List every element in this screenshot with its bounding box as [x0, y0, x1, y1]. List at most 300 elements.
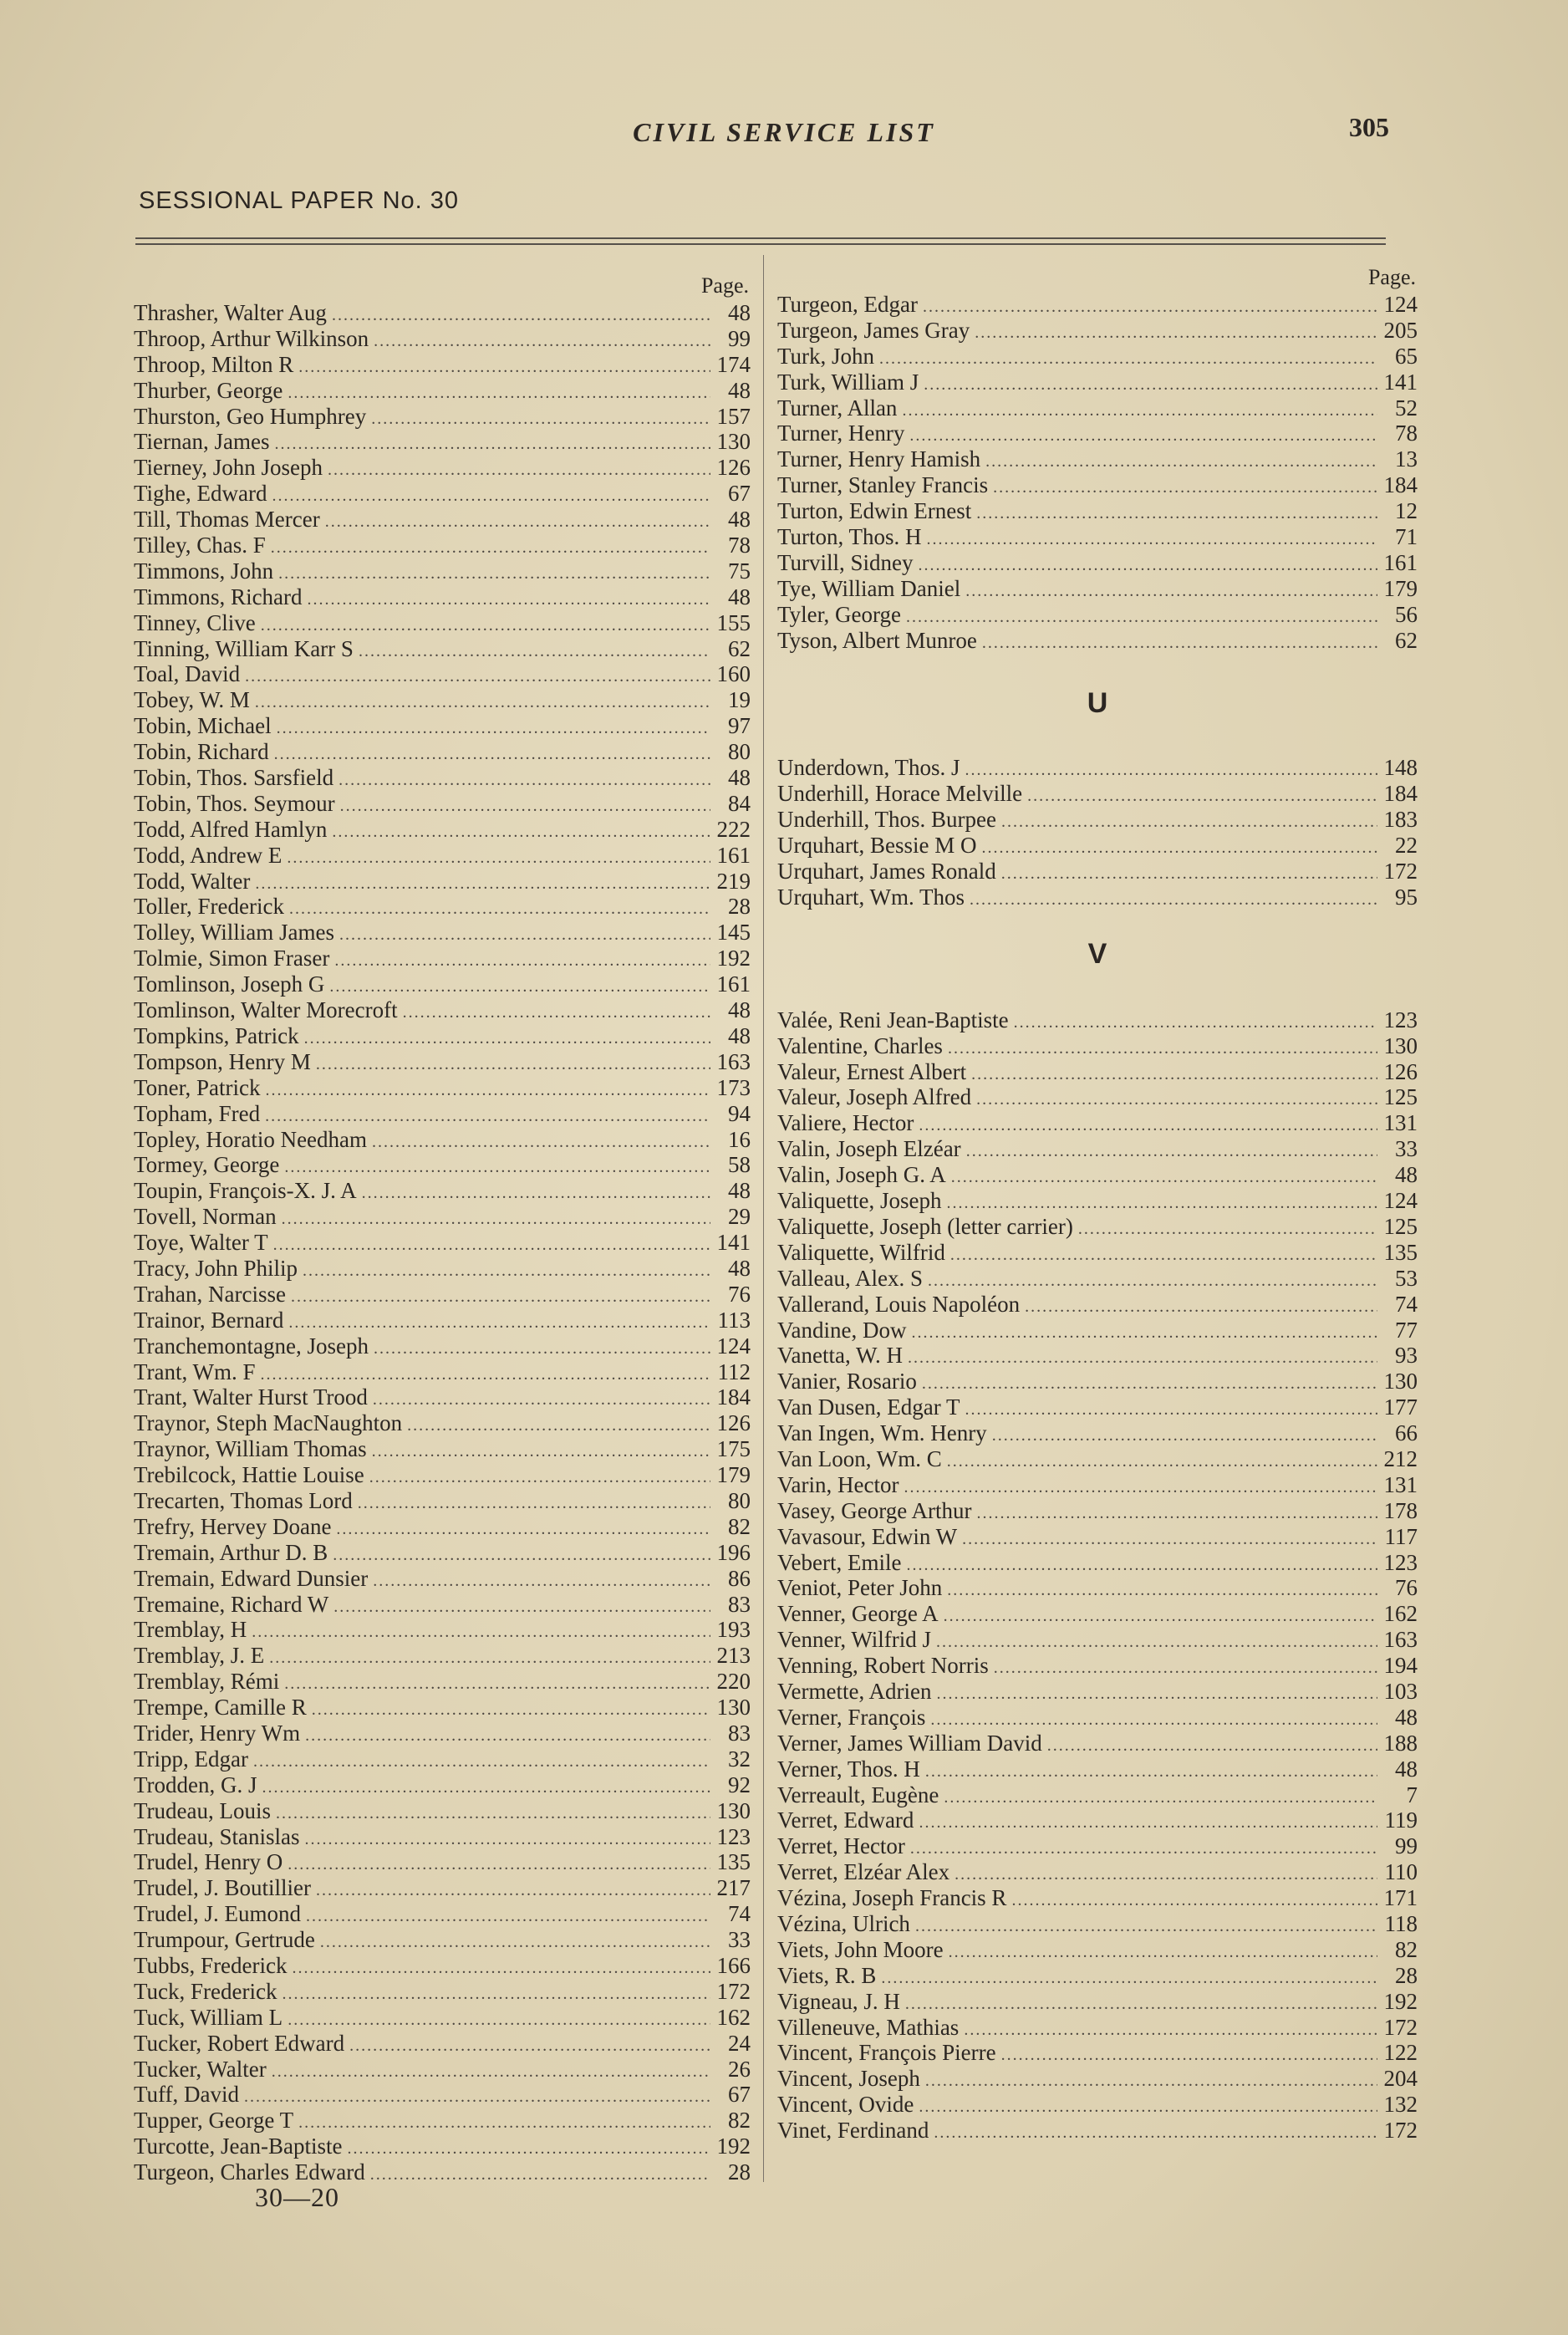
entry-name: Valeur, Joseph Alfred — [777, 1084, 972, 1110]
index-entry — [777, 755, 1418, 781]
entry-name: Vallerand, Louis Napoléon — [777, 1291, 1021, 1317]
entry-page: 12 — [1395, 498, 1418, 524]
leader-dots — [306, 1904, 710, 1930]
entry-name: Trant, Walter Hurst Trood — [134, 1384, 368, 1410]
entry-page: 219 — [716, 868, 751, 894]
entry-page: 130 — [716, 429, 751, 455]
entry-name: Villeneuve, Mathias — [777, 2014, 960, 2040]
entry-page: 28 — [1395, 1962, 1418, 1988]
running-title: CIVIL SERVICE LIST — [633, 117, 935, 147]
index-entry — [777, 1343, 1418, 1369]
entry-page: 194 — [1383, 1653, 1418, 1679]
leader-dots — [1014, 1010, 1377, 1036]
entry-page: 131 — [1383, 1110, 1418, 1136]
entry-page: 76 — [1395, 1575, 1418, 1601]
entry-page: 172 — [1383, 859, 1418, 885]
leader-dots — [255, 871, 710, 897]
entry-page: 148 — [1383, 755, 1418, 781]
entry-page: 117 — [1384, 1523, 1418, 1549]
entry-name: Vandine, Dow — [777, 1317, 907, 1343]
index-entry — [134, 481, 751, 507]
entry-name: Valiquette, Joseph — [777, 1188, 942, 1214]
index-entry — [777, 1420, 1418, 1446]
leader-dots — [284, 1671, 710, 1697]
leader-dots — [252, 1619, 710, 1645]
entry-page: 174 — [716, 351, 751, 377]
entry-name: Valeur, Ernest Albert — [777, 1058, 967, 1084]
index-entry — [134, 1230, 751, 1256]
entry-page: 48 — [1395, 1704, 1418, 1730]
index-entry — [134, 584, 751, 610]
leader-dots — [994, 1655, 1377, 1681]
entry-name: Vavasour, Edwin W — [777, 1523, 958, 1549]
section-letter-v: V — [1087, 937, 1107, 970]
entry-name: Valiquette, Joseph (letter carrier) — [777, 1213, 1073, 1239]
index-entry — [777, 318, 1418, 344]
leader-dots — [904, 1475, 1377, 1501]
leader-dots — [359, 639, 710, 665]
entry-page: 74 — [728, 1901, 751, 1927]
entry-page: 193 — [716, 1617, 751, 1643]
entry-name: Tremblay, Rémi — [134, 1669, 280, 1695]
entry-page: 172 — [716, 1978, 751, 2004]
leader-dots — [287, 845, 710, 871]
leader-dots — [950, 1242, 1377, 1268]
entry-page: 62 — [1395, 627, 1418, 653]
entry-name: Tuff, David — [134, 2082, 240, 2108]
entry-name: Trudel, J. Eumond — [134, 1901, 302, 1927]
leader-dots — [303, 1258, 710, 1284]
signature-mark: 30—20 — [255, 2182, 339, 2212]
index-entry — [134, 610, 751, 636]
t-entry-list — [777, 292, 1418, 653]
entry-page: 212 — [1383, 1445, 1418, 1471]
entry-page: 132 — [1383, 2092, 1418, 2118]
leader-dots — [936, 1629, 1377, 1655]
index-entry — [134, 1178, 751, 1204]
leader-dots — [965, 579, 1377, 604]
index-entry — [134, 558, 751, 584]
page-column-heading: Page. — [700, 273, 749, 298]
entry-name: Tolmie, Simon Fraser — [134, 946, 330, 971]
entry-page: 157 — [716, 403, 751, 429]
left-entry-list — [134, 300, 751, 2185]
leader-dots — [275, 431, 711, 457]
entry-page: 179 — [716, 1462, 751, 1488]
index-entry — [134, 2108, 751, 2134]
index-entry — [134, 507, 751, 533]
entry-page: 16 — [728, 1126, 751, 1152]
entry-name: Van Ingen, Wm. Henry — [777, 1420, 987, 1446]
entry-name: Trumpour, Gertrude — [134, 1927, 315, 1953]
index-entry — [777, 1059, 1418, 1085]
entry-name: Tremain, Arthur D. B — [134, 1539, 328, 1565]
entry-name: Tinning, William Karr S — [134, 635, 354, 661]
index-entry — [134, 1049, 751, 1075]
leader-dots — [906, 1552, 1377, 1578]
entry-page: 126 — [1383, 1058, 1418, 1084]
leader-dots — [923, 294, 1377, 320]
index-entry — [777, 1601, 1418, 1627]
entry-page: 33 — [728, 1927, 751, 1953]
entry-page: 48 — [728, 997, 751, 1023]
entry-name: Todd, Walter — [134, 868, 251, 894]
entry-page: 48 — [728, 584, 751, 609]
entry-page: 52 — [1395, 395, 1418, 421]
leader-dots — [881, 1965, 1377, 1991]
entry-name: Thurston, Geo Humphrey — [134, 403, 367, 429]
entry-page: 48 — [1395, 1756, 1418, 1782]
leader-dots — [304, 1026, 710, 1052]
index-entry — [777, 1162, 1418, 1188]
entry-page: 66 — [1395, 1420, 1418, 1446]
entry-name: Vincent, François Pierre — [777, 2040, 996, 2066]
entry-name: Timmons, John — [134, 558, 274, 584]
entry-page: 125 — [1383, 1213, 1418, 1239]
index-entry — [777, 1859, 1418, 1885]
entry-name: Valée, Reni Jean-Baptiste — [777, 1007, 1009, 1032]
leader-dots — [325, 509, 710, 535]
entry-name: Toupin, François-X. J. A — [134, 1178, 357, 1204]
leader-dots — [253, 1749, 710, 1775]
index-entry — [777, 421, 1418, 446]
index-entry — [777, 1731, 1418, 1756]
leader-dots — [964, 2017, 1377, 2043]
entry-name: Turner, Stanley Francis — [777, 472, 989, 498]
index-entry — [134, 1901, 751, 1927]
leader-dots — [336, 1517, 710, 1542]
entry-name: Turcotte, Jean-Baptiste — [134, 2134, 343, 2159]
u-entry-list — [777, 755, 1418, 910]
entry-name: Valentine, Charles — [777, 1032, 943, 1058]
entry-name: Tubbs, Frederick — [134, 1953, 288, 1978]
index-entry — [777, 1007, 1418, 1033]
leader-dots — [1047, 1733, 1377, 1759]
entry-page: 161 — [716, 971, 751, 997]
entry-page: 67 — [728, 481, 751, 507]
entry-page: 124 — [716, 1333, 751, 1359]
entry-page: 62 — [728, 635, 751, 661]
index-entry — [777, 1782, 1418, 1808]
index-entry — [134, 920, 751, 946]
index-entry — [134, 1152, 751, 1178]
sessional-paper-label: SESSIONAL PAPER No. 30 — [139, 187, 460, 214]
entry-page: 179 — [1383, 575, 1418, 601]
leader-dots — [965, 757, 1378, 783]
leader-dots — [293, 1955, 710, 1981]
entry-page: 74 — [1395, 1291, 1418, 1317]
entry-name: Valin, Joseph Elzéar — [777, 1136, 961, 1162]
index-entry — [134, 1875, 751, 1901]
entry-name: Turner, Allan — [777, 395, 898, 421]
index-entry — [777, 833, 1418, 859]
index-entry — [134, 1953, 751, 1979]
entry-page: 123 — [1383, 1549, 1418, 1575]
entry-name: Trudeau, Louis — [134, 1797, 272, 1823]
entry-name: Verner, Thos. H — [777, 1756, 920, 1782]
index-entry — [134, 1127, 751, 1153]
index-entry — [134, 1669, 751, 1695]
entry-name: Vasey, George Arthur — [777, 1497, 972, 1523]
entry-name: Tobin, Thos. Sarsfield — [134, 765, 334, 791]
entry-name: Veniot, Peter John — [777, 1575, 943, 1601]
entry-name: Trant, Wm. F — [134, 1359, 256, 1384]
entry-name: Valleau, Alex. S — [777, 1265, 923, 1291]
entry-page: 173 — [716, 1074, 751, 1100]
leader-dots — [906, 604, 1377, 630]
v-entry-list — [777, 1007, 1418, 2144]
leader-dots — [288, 1852, 710, 1878]
index-entry — [134, 2031, 751, 2057]
section-letter-u: U — [1087, 687, 1108, 720]
index-entry — [134, 1979, 751, 2005]
index-entry — [134, 1256, 751, 1282]
entry-name: Tompson, Henry M — [134, 1048, 311, 1074]
entry-name: Vincent, Ovide — [777, 2092, 914, 2118]
leader-dots — [269, 1645, 710, 1671]
index-entry — [134, 378, 751, 404]
index-entry — [134, 2159, 751, 2185]
leader-dots — [944, 1603, 1377, 1629]
leader-dots — [288, 1310, 710, 1336]
leader-dots — [936, 1681, 1377, 1707]
entry-page: 29 — [728, 1204, 751, 1230]
leader-dots — [332, 303, 710, 329]
index-entry — [134, 404, 751, 430]
index-entry — [777, 1266, 1418, 1292]
page-number: 305 — [1349, 112, 1389, 142]
leader-dots — [308, 587, 710, 613]
index-entry — [134, 1721, 751, 1746]
entry-name: Turvill, Sidney — [777, 549, 914, 575]
index-entry — [777, 781, 1418, 807]
entry-page: 83 — [728, 1591, 751, 1617]
index-entry — [134, 765, 751, 791]
leader-dots — [1078, 1216, 1377, 1242]
leader-dots — [976, 501, 1377, 527]
leader-dots — [349, 2033, 710, 2059]
leader-dots — [369, 1465, 710, 1491]
leader-dots — [320, 1930, 710, 1955]
entry-page: 162 — [1383, 1601, 1418, 1627]
entry-page: 192 — [716, 2134, 751, 2159]
entry-page: 178 — [1383, 1497, 1418, 1523]
left-column — [134, 272, 751, 2185]
leader-dots — [407, 1413, 710, 1439]
index-entry — [777, 1937, 1418, 1963]
leader-dots — [951, 1165, 1377, 1190]
entry-name: Trainor, Bernard — [134, 1307, 284, 1333]
entry-name: Verret, Hector — [777, 1833, 905, 1859]
index-entry — [777, 1472, 1418, 1498]
leader-dots — [992, 1423, 1377, 1449]
index-entry — [777, 1524, 1418, 1550]
leader-dots — [278, 561, 710, 587]
leader-dots — [340, 793, 710, 819]
entry-page: 119 — [1384, 1807, 1418, 1833]
entry-page: 172 — [1383, 2118, 1418, 2144]
leader-dots — [371, 406, 710, 432]
entry-name: Tye, William Daniel — [777, 575, 961, 601]
index-entry — [134, 713, 751, 739]
entry-name: Valin, Joseph G. A — [777, 1162, 946, 1188]
entry-page: 94 — [728, 1100, 751, 1126]
entry-name: Tighe, Edward — [134, 481, 267, 507]
entry-page: 28 — [728, 894, 751, 920]
leader-dots — [373, 1387, 710, 1413]
index-entry — [134, 2005, 751, 2031]
entry-name: Viets, John Moore — [777, 1936, 944, 1962]
entry-page: 162 — [716, 2004, 751, 2030]
entry-page: 32 — [728, 1746, 751, 1772]
index-entry — [134, 843, 751, 869]
index-entry — [777, 498, 1418, 524]
index-entry — [134, 636, 751, 662]
entry-page: 80 — [728, 739, 751, 765]
leader-dots — [925, 1759, 1377, 1785]
entry-page: 135 — [716, 1849, 751, 1875]
leader-dots — [949, 1940, 1377, 1965]
index-entry — [777, 2118, 1418, 2144]
entry-name: Traynor, William Thomas — [134, 1436, 367, 1462]
leader-dots — [1027, 783, 1377, 809]
leader-dots — [947, 1578, 1377, 1603]
entry-name: Toal, David — [134, 661, 241, 687]
entry-name: Tremblay, H — [134, 1617, 247, 1643]
entry-name: Van Dusen, Edgar T — [777, 1394, 960, 1420]
leader-dots — [924, 372, 1377, 398]
entry-name: Topham, Fred — [134, 1100, 261, 1126]
entry-name: Trefry, Hervey Doane — [134, 1513, 332, 1539]
index-entry — [134, 352, 751, 378]
leader-dots — [919, 1810, 1377, 1836]
leader-dots — [976, 1087, 1377, 1113]
entry-page: 84 — [728, 790, 751, 816]
entry-name: Van Loon, Wm. C — [777, 1445, 942, 1471]
leader-dots — [244, 2084, 710, 2110]
entry-page: 135 — [1383, 1239, 1418, 1265]
leader-dots — [966, 1139, 1377, 1165]
entry-page: 155 — [716, 609, 751, 635]
entry-page: 163 — [1383, 1627, 1418, 1653]
entry-page: 118 — [1384, 1910, 1418, 1936]
entry-page: 92 — [728, 1772, 751, 1797]
entry-page: 28 — [728, 2159, 751, 2185]
leader-dots — [962, 1527, 1377, 1552]
entry-name: Verner, François — [777, 1704, 926, 1730]
entry-page: 83 — [728, 1720, 751, 1746]
leader-dots — [262, 1775, 710, 1801]
index-entry — [134, 1798, 751, 1824]
entry-name: Tracy, John Philip — [134, 1255, 298, 1281]
index-entry — [134, 1308, 751, 1333]
leader-dots — [305, 1827, 710, 1853]
index-entry — [134, 791, 751, 817]
entry-page: 130 — [716, 1695, 751, 1721]
index-entry — [134, 2082, 751, 2108]
entry-page: 205 — [1383, 317, 1418, 343]
entry-page: 48 — [728, 1022, 751, 1048]
column-divider — [763, 255, 764, 2182]
leader-dots — [312, 1697, 710, 1723]
index-entry — [134, 971, 751, 997]
leader-dots — [329, 974, 710, 1000]
entry-page: 192 — [1383, 1988, 1418, 2014]
index-entry — [777, 2092, 1418, 2118]
leader-dots — [288, 380, 710, 406]
entry-name: Toller, Frederick — [134, 894, 284, 920]
index-entry — [777, 524, 1418, 550]
index-entry — [777, 292, 1418, 318]
entry-name: Turk, William J — [777, 369, 919, 395]
entry-name: Tobin, Michael — [134, 713, 272, 739]
index-entry — [777, 550, 1418, 576]
entry-page: 184 — [716, 1384, 751, 1410]
entry-name: Tomlinson, Joseph G — [134, 971, 325, 997]
entry-name: Tucker, Robert Edward — [134, 2030, 345, 2056]
index-entry — [777, 1214, 1418, 1240]
leader-dots — [288, 2007, 710, 2033]
leader-dots — [284, 1155, 710, 1180]
leader-dots — [261, 1362, 710, 1388]
leader-dots — [971, 1062, 1377, 1088]
leader-dots — [372, 1439, 710, 1465]
leader-dots — [374, 1336, 710, 1362]
entry-page: 222 — [716, 816, 751, 842]
entry-page: 160 — [716, 661, 751, 687]
entry-name: Vincent, Joseph — [777, 2066, 920, 2092]
entry-page: 177 — [1383, 1394, 1418, 1420]
index-entry — [777, 1318, 1418, 1343]
entry-page: 161 — [1383, 549, 1418, 575]
entry-page: 22 — [1395, 833, 1418, 859]
leader-dots — [910, 1836, 1377, 1862]
entry-page: 80 — [728, 1487, 751, 1513]
index-entry — [134, 869, 751, 895]
index-entry — [134, 997, 751, 1023]
entry-name: Varin, Hector — [777, 1471, 899, 1497]
index-entry — [134, 1204, 751, 1230]
leader-dots — [316, 1878, 710, 1904]
header-rule-top — [135, 237, 1386, 239]
index-entry — [777, 2015, 1418, 2041]
entry-name: Thurber, George — [134, 377, 283, 403]
leader-dots — [981, 835, 1377, 861]
entry-page: 75 — [728, 558, 751, 584]
entry-page: 124 — [1383, 292, 1418, 317]
index-entry — [134, 687, 751, 713]
index-entry — [777, 1911, 1418, 1937]
leader-dots — [1011, 1888, 1377, 1914]
entry-page: 48 — [728, 765, 751, 791]
leader-dots — [333, 1594, 710, 1620]
entry-name: Trempe, Camille R — [134, 1695, 307, 1721]
index-entry — [134, 1462, 751, 1488]
entry-page: 97 — [728, 713, 751, 739]
entry-name: Trecarten, Thomas Lord — [134, 1487, 353, 1513]
leader-dots — [245, 664, 710, 690]
entry-page: 122 — [1383, 2040, 1418, 2066]
index-entry — [134, 1849, 751, 1875]
leader-dots — [282, 1206, 710, 1232]
entry-name: Tranchemontagne, Joseph — [134, 1333, 369, 1359]
entry-name: Toner, Patrick — [134, 1074, 261, 1100]
entry-name: Tobin, Thos. Seymour — [134, 790, 335, 816]
leader-dots — [934, 2120, 1377, 2146]
entry-name: Vézina, Ulrich — [777, 1910, 910, 1936]
leader-dots — [908, 1345, 1377, 1371]
index-entry — [777, 1369, 1418, 1394]
